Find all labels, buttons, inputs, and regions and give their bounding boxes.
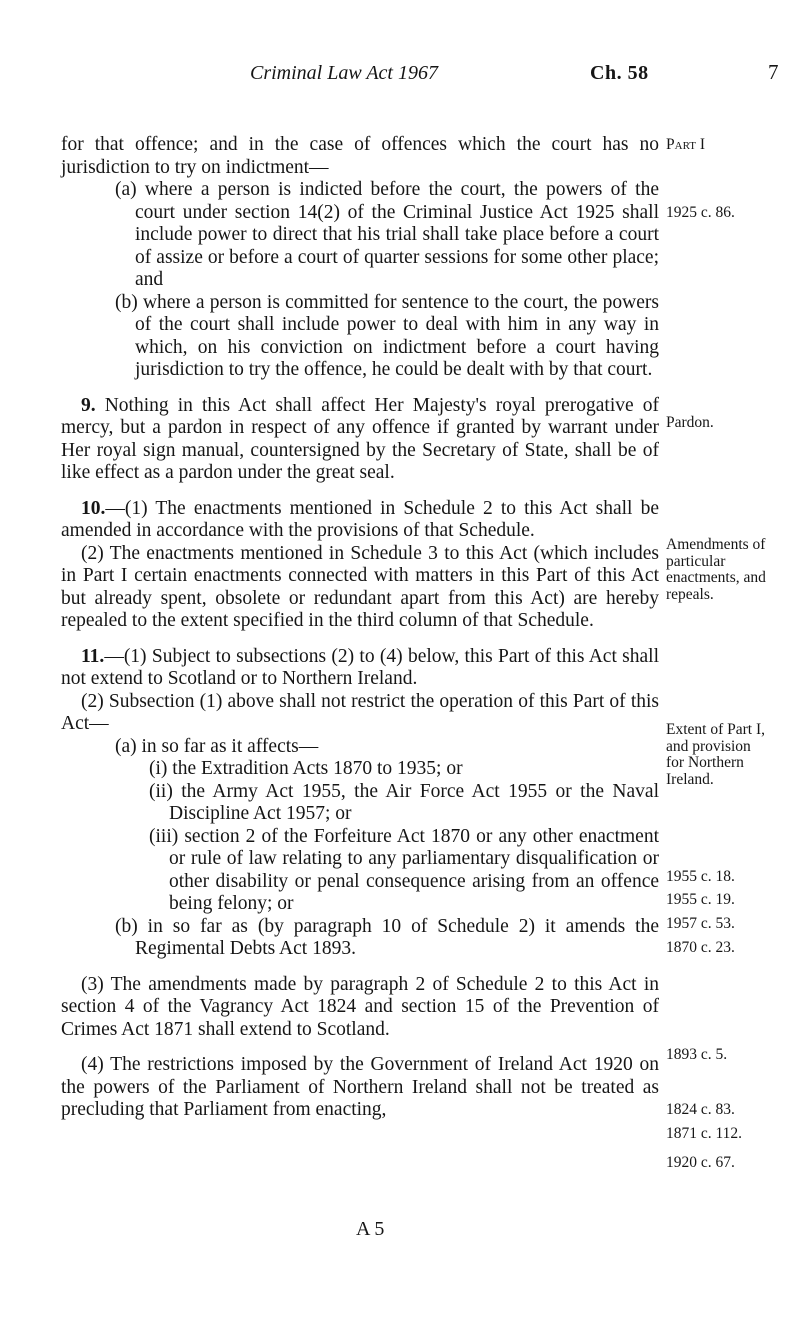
- margin-citation-1955a: 1955 c. 18.: [666, 868, 735, 885]
- section-11-4: (4) The restrictions imposed by the Government of Ireland Act 1920 on the powers of the Parliament of Northern Ireland shall not be treated as precluding that Parliament from enacting,: [61, 1054, 659, 1120]
- margin-citation-1955b: 1955 c. 19.: [666, 891, 735, 908]
- section-11-1: [61, 646, 659, 691]
- margin-citation-1893: 1893 c. 5.: [666, 1046, 728, 1063]
- margin-citation-1871: 1871 c. 112.: [666, 1125, 743, 1142]
- margin-citation-1925: 1925 c. 86.: [666, 204, 735, 221]
- subparagraph-b: (b) where a person is committed for sentence to the court, the powers of the court shall include power to deal with him in any way in which, on his conviction on indictment before a court having jurisdiction to try the offence, he could be dealt with by that court.: [115, 291, 659, 380]
- chapter-number: Ch. 58: [590, 62, 649, 84]
- paragraph-continuation: for that offence; and in the case of offences which the court has no jurisdiction to try on indictment—: [61, 134, 659, 178]
- margin-citation-1920: 1920 c. 67.: [666, 1154, 735, 1171]
- section-10-1: [61, 498, 659, 543]
- section-10-number: 10.: [81, 497, 106, 519]
- section-11-2-a: (a) in so far as it affects—: [115, 735, 319, 757]
- margin-part: Part I: [666, 136, 705, 153]
- section-11-2-b: (b) in so far as (by paragraph 10 of Schedule 2) it amends the Regimental Debts Act 1893.: [115, 915, 659, 959]
- margin-citation-1824: 1824 c. 83.: [666, 1101, 735, 1118]
- section-9: [61, 395, 659, 485]
- margin-citation-1870: 1870 c. 23.: [666, 939, 735, 956]
- section-9-number: 9.: [81, 394, 96, 416]
- section-11-number: 11.: [81, 645, 105, 667]
- running-title: Criminal Law Act 1967: [250, 62, 438, 84]
- margin-extent: Extent of Part I, and provision for Northern Ireland.: [666, 721, 766, 788]
- section-11-2-a-ii: (ii) the Army Act 1955, the Air Force Act 1955 or the Naval Discipline Act 1957; or: [149, 780, 659, 824]
- section-11-2-a-i: (i) the Extradition Acts 1870 to 1935; or: [149, 758, 463, 779]
- main-text: [61, 134, 659, 1122]
- section-10-2: (2) The enactments mentioned in Schedule 3 to this Act (which includes in Part I certain enactments connected with matters in this Part of this Act but already spent, obsolete or redundant apart from this Act) are hereby repealed to the extent specified in the third column of that Schedule.: [61, 542, 659, 631]
- section-10-1-text: —(1) The enactments mentioned in Schedule 2 to this Act shall be amended in accordance with the provisions of that Schedule.: [61, 497, 659, 541]
- section-9-text: Nothing in this Act shall affect Her Majesty's royal prerogative of mercy, but a pardon in respect of any offence if granted by warrant under Her royal sign manual, countersigned by the Secretary of State, shall be of like effect as a pardon under the great seal.: [61, 394, 659, 483]
- section-11-2: (2) Subsection (1) above shall not restrict the operation of this Part of this Act—: [61, 690, 659, 734]
- margin-amendments: Amendments of particular enactments, and repeals.: [666, 536, 766, 603]
- margin-citation-1957: 1957 c. 53.: [666, 915, 735, 932]
- section-11-2-a-iii: (iii) section 2 of the Forfeiture Act 1870 or any other enactment or rule of law relating to any parliamentary disqualification or other disability or penal consequence arising from an offence being felony; or: [149, 825, 659, 914]
- page-number: 7: [768, 60, 779, 84]
- subparagraph-a: (a) where a person is indicted before the court, the powers of the court under section 14(2) of the Criminal Justice Act 1925 shall include power to direct that his trial shall take place before a court of assize or before a court of quarter sessions for some other place; and: [115, 179, 659, 290]
- margin-pardon: Pardon.: [666, 414, 714, 431]
- section-11-3: (3) The amendments made by paragraph 2 of Schedule 2 to this Act in section 4 of the Vagrancy Act 1824 and section 15 of the Prevention of Crimes Act 1871 shall extend to Scotland.: [61, 973, 659, 1040]
- signature-mark: A 5: [356, 1218, 385, 1240]
- section-11-1-text: —(1) Subject to subsections (2) to (4) below, this Part of this Act shall not extend to Scotland or to Northern Ireland.: [61, 645, 659, 689]
